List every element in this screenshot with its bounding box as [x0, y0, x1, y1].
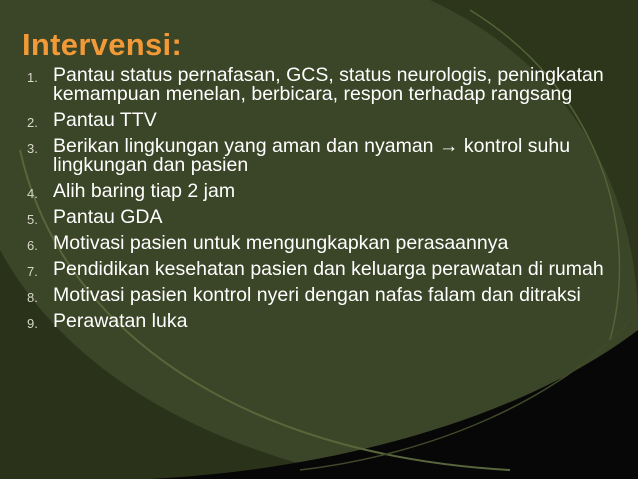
item-text: Motivasi pasien untuk mengungkapkan perasaannya — [53, 232, 509, 254]
item-number: 6. — [27, 238, 38, 253]
list-item — [0, 66, 620, 104]
list-item — [0, 137, 620, 175]
list-item — [0, 208, 620, 227]
item-text: Pantau TTV — [53, 109, 157, 131]
item-number: 3. — [27, 141, 38, 156]
list-item — [0, 182, 620, 201]
item-number: 9. — [27, 316, 38, 331]
item-number: 7. — [27, 264, 38, 279]
item-text: Pantau status pernafasan, GCS, status neurologis, peningkatan kemampuan menelan, berbicara, respon terhadap rangsang — [53, 64, 604, 105]
arrow-right-icon: → — [438, 135, 459, 157]
item-text: Pantau GDA — [53, 206, 163, 228]
item-text: Berikan lingkungan yang aman dan nyaman — [53, 135, 439, 157]
item-text: Alih baring tiap 2 jam — [53, 180, 236, 202]
list-item — [0, 234, 620, 253]
slide-title: Intervensi: — [22, 27, 183, 62]
item-text-continued: kontrol suhu lingkungan dan pasien — [53, 135, 571, 176]
list-item — [0, 260, 620, 279]
item-number: 4. — [27, 186, 38, 201]
item-number: 8. — [27, 290, 38, 305]
item-text: Perawatan luka — [53, 310, 188, 332]
list-item — [0, 312, 620, 331]
list-item — [0, 111, 620, 130]
intervention-list — [0, 66, 620, 338]
item-text: Motivasi pasien kontrol nyeri dengan nafas falam dan ditraksi — [53, 284, 581, 306]
list-item — [0, 286, 620, 305]
item-number: 1. — [27, 70, 38, 85]
item-number: 2. — [27, 115, 38, 130]
item-number: 5. — [27, 212, 38, 227]
item-text: Pendidikan kesehatan pasien dan keluarga perawatan di rumah — [53, 258, 604, 280]
